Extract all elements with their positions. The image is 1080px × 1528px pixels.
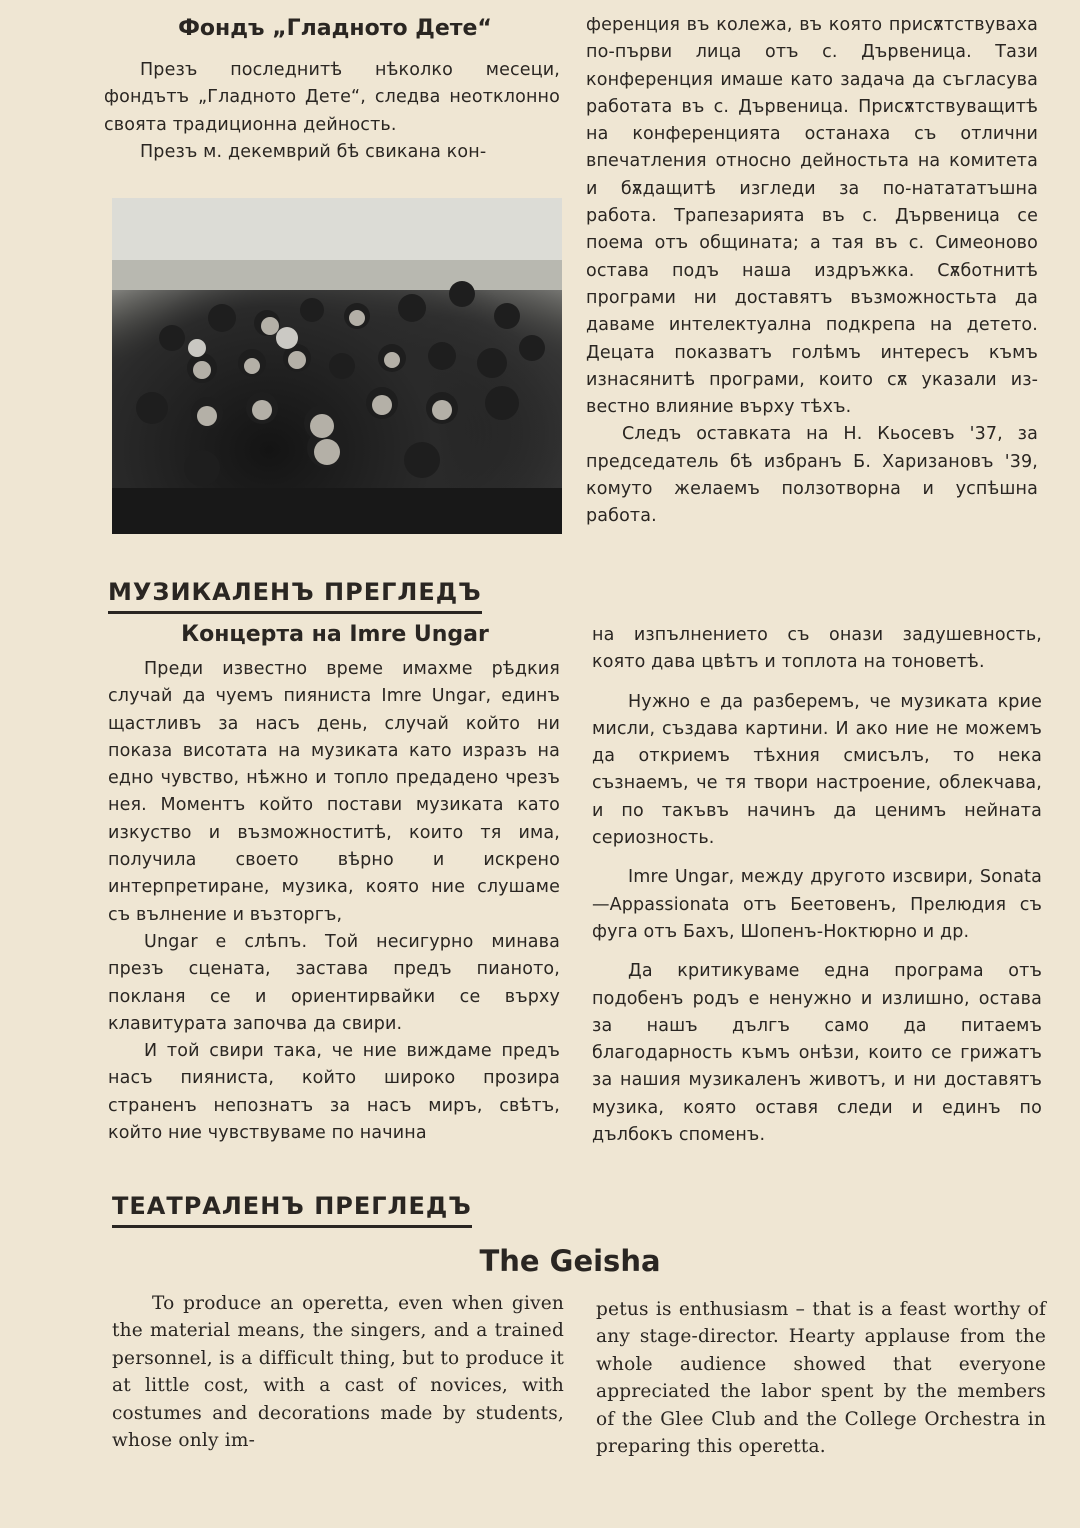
- theatre-paragraph-1: To produce an operetta, even when given the material means, the singers, and a trained personnel, is a difficult thing, but to produce it at little cost, with a cast of novices, with costumes and decorations made by students, whose only im-: [112, 1293, 564, 1452]
- theatre-paragraph-2: petus is enthusiasm – that is a feast worthy of any stage-director. Hearty applause from the whole audience showed that everyone appreciated the labor spent by the members of the Glee Club and the College Orchestra in preparing this operetta.: [596, 1299, 1046, 1458]
- theatre-section-heading: ТЕАТРАЛЕНЪ ПРЕГЛЕДЪ: [112, 1192, 472, 1228]
- theatre-column-left: [112, 1290, 564, 1454]
- music-paragraph-1: Преди известно време имахме рѣдкия случай да чуемъ пияниста Imre Ungar, единъ щастливъ за насъ день, случай който ни показа висотата на музиката като изразъ на едно чувство, нѣжно и топло предадено чрезъ нея. Моментъ който постави музиката като изкуство и възможноститѣ, които тя има, получила своето вѣрно и искрено интерпретиране, музика, която ние слушаме съ вълнение и възторгъ,: [108, 659, 560, 925]
- children-photo: [112, 198, 562, 534]
- theatre-title: The Geisha: [479, 1244, 661, 1278]
- music-paragraph-5: Нужно е да разберемъ, че музиката крие мисли, създава картини. И ако ние не можемъ да откриемъ тѣхния смисълъ, то нека съзнаемъ, че тя твори настроение, облекчава, и по такъвъ начинъ да ценимъ нейната сериозность.: [592, 691, 1042, 849]
- fund-column-right: [586, 12, 1038, 531]
- fund-column-left: [104, 57, 560, 166]
- music-paragraph-4: на изпълнението съ онази задушевность, която дава цвѣтъ и топлота на тоноветѣ.: [592, 625, 1042, 673]
- music-title: Концерта на Imre Ungar: [181, 622, 489, 647]
- music-paragraph-2: Ungar е слѣпъ. Той несигурно минава презъ сцената, застава предъ пианото, покланя се и ориентирвайки се върху клавитурата започва да свири.: [108, 931, 560, 1034]
- music-paragraph-3: И той свири така, че ние виждаме предъ насъ пияниста, който широко прозира страненъ непознатъ за насъ миръ, свѣтъ, който ние чувствуваме по начина: [108, 1041, 560, 1144]
- fund-paragraph-3: ференция въ колежа, въ която присѫтствуваха по-първи лица отъ с. Дървеница. Тази конференция имаше като задача да съгласува работата въ с. Дървеница. Присѫтствуващитѣ на конференцията останаха съ отлични впечатления относно дейностьта на комитета и бѫдащитѣ изгледи за по-натататъшна работа. Трапезарията въ с. Дървеница се поема отъ общината; а тая въ с. Симеоново остава подъ наша издръжка. Сѫботнитѣ програми ни доставятъ възможностьта да даваме интелектуална подкрепа на детето. Децата показватъ голѣмъ интересъ къмъ изнасянитѣ програми, които сѫ указали известно влияние върху тѣхъ.: [586, 15, 1038, 418]
- music-section-heading: МУЗИКАЛЕНЪ ПРЕГЛЕДЪ: [108, 578, 482, 614]
- fund-title: Фондъ „Гладното Дете“: [178, 16, 492, 41]
- fund-paragraph-2: Презъ м. декемврий бѣ свикана кон-: [140, 141, 487, 162]
- music-paragraph-7: Да критикуваме една програма отъ подобенъ родъ е ненужно и излишно, остава за нашъ дългъ само да питаемъ благодарность къмъ онѣзи, които се грижатъ за нашия музикаленъ животъ, и ни доставятъ музика, която оставя следи и единъ по дълбокъ споменъ.: [592, 961, 1042, 1146]
- fund-paragraph-1: Презъ последнитѣ нѣколко месеци, фондътъ „Гладното Дете“, следва неотклонно своята традиционна дейность.: [104, 60, 560, 135]
- fund-paragraph-4: Следъ оставката на Н. Кьосевъ '37, за председатель бѣ избранъ Б. Харизановъ '39, комуто желаемъ ползотворна и успѣшна работа.: [586, 424, 1038, 527]
- theatre-column-right: [596, 1296, 1046, 1460]
- music-paragraph-6: Imre Ungar, между другото изсвири, Sonata—Appassionata отъ Беетовенъ, Прелюдия съ фуга отъ Бахъ, Шопенъ-Ноктюрно и др.: [592, 867, 1042, 942]
- crowd-silhouettes: [112, 198, 562, 534]
- music-column-right: [592, 622, 1042, 1149]
- music-column-left: [108, 656, 560, 1147]
